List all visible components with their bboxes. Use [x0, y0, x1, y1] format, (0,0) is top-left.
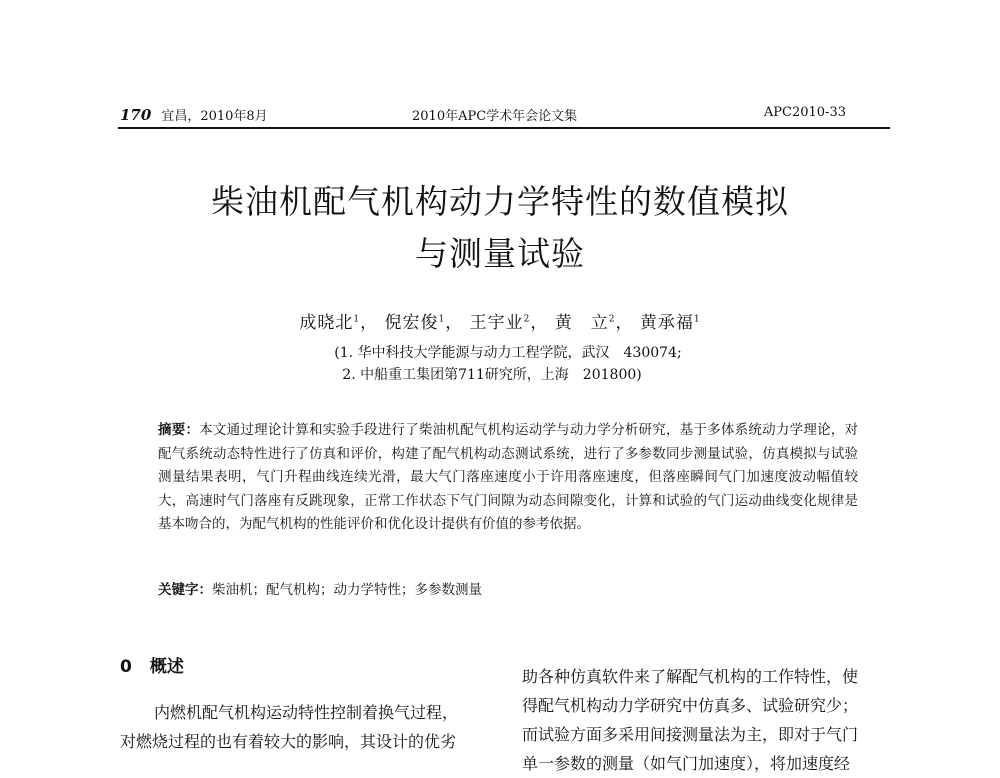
affiliation-1: (1. 华中科技大学能源与动力工程学院，武汉 430074; — [334, 345, 682, 361]
keywords-label: 关键字： — [158, 582, 212, 598]
keywords — [158, 578, 482, 598]
body-column-left — [120, 698, 490, 756]
author: 成晓北$^1$ — [299, 313, 361, 333]
running-header — [118, 101, 890, 129]
proceedings-title: 2010年APC学术年会论文集 — [412, 109, 578, 124]
body-line: 内燃机配气机构运动特性控制着换气过程， — [154, 703, 459, 722]
body-line: 单一参数的测量（如气门加速度），将加速度经 — [522, 754, 851, 773]
paper-title — [0, 176, 1000, 280]
author: 王宇业$^2$ — [469, 313, 531, 333]
abstract-text: 本文通过理论计算和实验手段进行了柴油机配气机构运动学与动力学分析研究，基于多体系统动力学理论，对配气系统动态特性进行了仿真和评价，构建了配气机构动态测试系统，进行了多参数同步测量试验，仿真模拟与试验测量结果表明，气门升程曲线连续光滑，最大气门落座速度小于许用落座速度，但落座瞬间气门加速度波动幅值较大，高速时气门落座有反跳现象，正常工作状态下气门间隙为动态间隙变化，计算和试验的气门运动曲线变化规律是基本吻合的，为配气机构的性能评价和优化设计提供有价值的参考依据。 — [158, 422, 859, 533]
paper-id: APC2010-33 — [763, 105, 846, 120]
header-left — [120, 105, 268, 124]
keywords-text: 柴油机；配气机构；动力学特性；多参数测量 — [212, 582, 482, 598]
section-title: 概述 — [149, 657, 184, 677]
location-date: 宜昌，2010年8月 — [161, 109, 268, 124]
body-line: 助各种仿真软件来了解配气机构的工作特性，使 — [522, 667, 859, 686]
body-line: 得配气机构动力学研究中仿真多、试验研究少； — [522, 696, 859, 715]
body-line: 对燃烧过程的也有着较大的影响，其设计的优劣 — [120, 732, 457, 751]
section-heading — [120, 652, 184, 677]
affiliations — [0, 342, 1000, 386]
abstract-label: 摘要： — [158, 422, 200, 438]
body-line: 而试验方面多采用间接测量法为主，即对于气门 — [522, 725, 859, 744]
author: 倪宏俊$^1$ — [384, 313, 446, 333]
author: 黄 立$^2$ — [554, 313, 616, 333]
author-list: 成晓北$^1$， 倪宏俊$^1$， 王宇业$^2$， 黄 立$^2$， 黄承福$^1$ — [299, 313, 701, 333]
title-line-1: 柴油机配气机构动力学特性的数值模拟 — [211, 182, 789, 221]
section-number: 0 — [120, 657, 132, 677]
affiliation-2: 2. 中船重工集团第711研究所，上海 201800) — [342, 367, 642, 383]
abstract — [158, 419, 858, 537]
title-line-2: 与测量试验 — [415, 234, 585, 273]
body-column-right — [522, 662, 892, 778]
page-number: 170 — [120, 106, 152, 124]
author: 黄承福$^1$ — [639, 313, 701, 333]
